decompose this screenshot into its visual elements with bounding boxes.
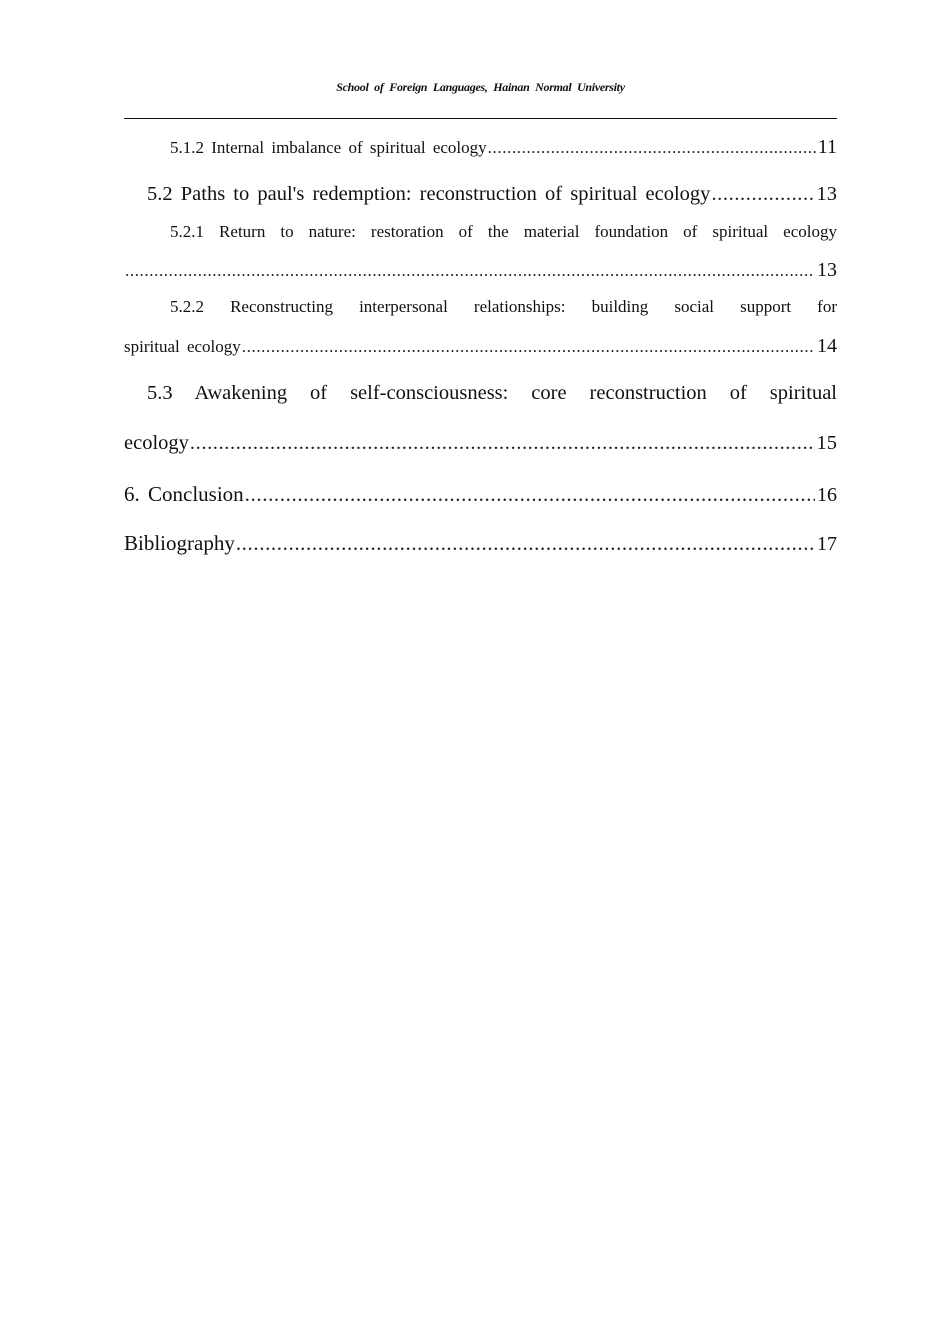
dot-leader (711, 183, 814, 206)
toc-page-number: 16 (817, 484, 837, 506)
toc-entry-5-2[interactable] (124, 183, 837, 206)
toc-entry-title-cont: spiritual ecology (124, 337, 241, 356)
toc-entry-5-1-2[interactable] (124, 136, 837, 159)
toc-entry-5-2-1-line1[interactable]: 5.2.1 Return to nature: restoration of the material foundation of spiritual ecology (170, 222, 837, 241)
toc-page-number: 13 (816, 183, 837, 205)
running-header: School of Foreign Languages, Hainan Normal University (336, 80, 625, 94)
dot-leader (125, 261, 815, 281)
dot-leader (245, 482, 815, 507)
toc-entry-5-3-line2[interactable] (124, 432, 837, 455)
toc-page-number: 14 (817, 335, 837, 357)
header-rule (124, 118, 837, 119)
dot-leader (190, 432, 815, 455)
toc-page-number: 13 (817, 259, 837, 281)
toc-entry-title-cont: ecology (124, 432, 189, 454)
toc-entry-5-3-line1[interactable]: 5.3 Awakening of self-consciousness: core reconstruction of spiritual (147, 382, 837, 404)
toc-entry-title: 5.1.2 Internal imbalance of spiritual ecology (170, 138, 487, 157)
toc-entry-5-2-1-line2[interactable] (124, 259, 837, 282)
toc-entry-title: 5.2 Paths to paul's redemption: reconstruction of spiritual ecology (147, 183, 711, 205)
dot-leader (488, 138, 816, 158)
toc-entry-conclusion[interactable] (124, 482, 837, 507)
toc-page-number: 15 (816, 432, 837, 454)
toc-page-number: 11 (817, 136, 837, 158)
toc-entry-5-2-2-line1[interactable]: 5.2.2 Reconstructing interpersonal relationships: building social support for (170, 297, 837, 316)
dot-leader (242, 337, 815, 357)
toc-entry-bibliography[interactable] (124, 531, 837, 556)
dot-leader (236, 531, 815, 556)
toc-entry-title: Bibliography (124, 531, 235, 555)
toc-entry-title: 6. Conclusion (124, 482, 244, 506)
toc-page-number: 17 (817, 533, 837, 555)
toc-entry-5-2-2-line2[interactable] (124, 335, 837, 358)
